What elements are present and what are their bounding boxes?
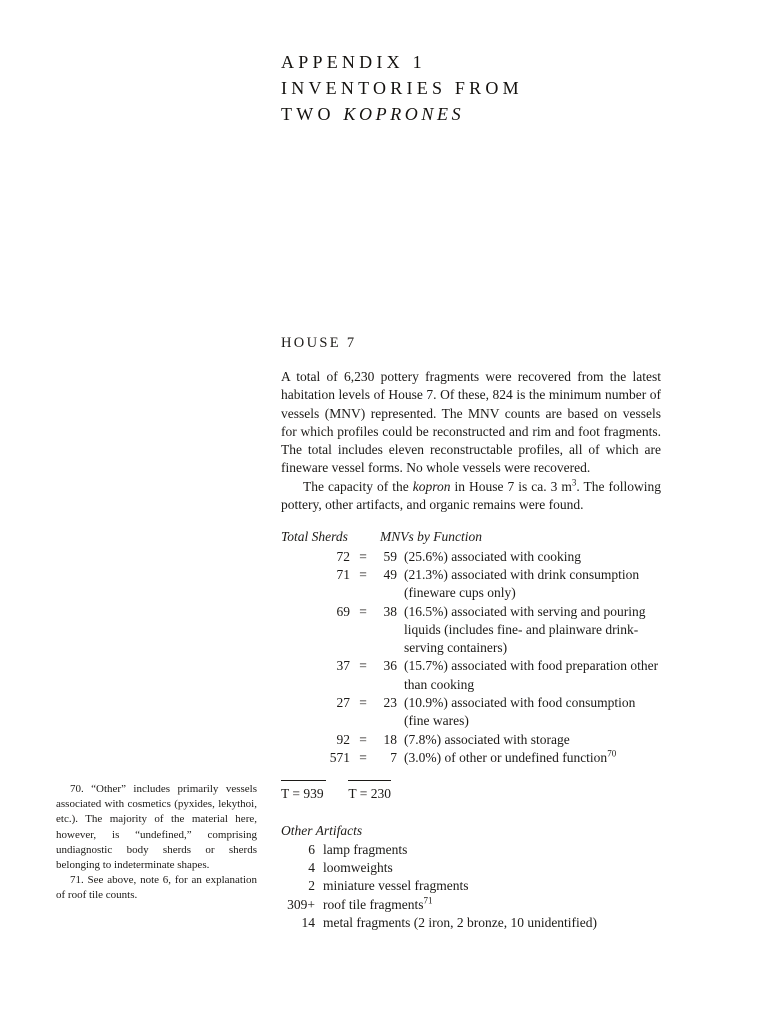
- table-row-storage: [281, 731, 661, 749]
- function-description: (7.8%) associated with storage: [404, 731, 570, 747]
- artifact-item-roof-tiles: [281, 896, 661, 914]
- section-heading-house-7: HOUSE 7: [281, 335, 357, 351]
- equals-sign: =: [359, 566, 367, 582]
- table-row-drink-consumption: [281, 566, 661, 603]
- mnv-count: 23: [383, 695, 397, 711]
- artifact-count: 6: [308, 841, 315, 857]
- main-column: [281, 49, 661, 932]
- total-sherds-value: T = 939: [281, 780, 326, 803]
- equals-sign: =: [359, 548, 367, 564]
- column-header-mnvs-by-function: MNVs by Function: [380, 529, 482, 545]
- other-artifacts-section: [281, 822, 661, 933]
- artifact-count: 309+: [287, 896, 315, 912]
- sherd-count: 92: [336, 731, 350, 747]
- kopron-italic: kopron: [412, 478, 451, 494]
- artifact-item-lamps: [281, 841, 661, 859]
- sherd-count: 27: [336, 695, 350, 711]
- footnote-ref-71: 71: [423, 895, 433, 906]
- table-row-other-undefined: [281, 749, 661, 767]
- artifact-label: lamp fragments: [323, 841, 408, 857]
- artifact-item-metal-fragments: [281, 914, 661, 932]
- function-description: [397, 749, 661, 767]
- sherd-count: 37: [336, 658, 350, 674]
- artifact-item-loomweights: [281, 859, 661, 877]
- table-row-cooking: [281, 548, 661, 566]
- equals-sign: =: [359, 749, 367, 765]
- footnote-70: 70. “Other” includes primarily vessels associated with cosmetics (pyxides, lekythoi, etc.). The majority of the material here, however, is “undefined,” comprising undiagnostic body sherds or sherds belonging to indeterminate shapes.: [56, 783, 257, 872]
- sherd-count: 72: [336, 548, 350, 564]
- mnv-count: 59: [383, 548, 397, 564]
- sherd-count: 571: [329, 749, 350, 765]
- function-description: (21.3%) associated with drink consumption (fineware cups only): [404, 566, 640, 601]
- equals-sign: =: [359, 695, 367, 711]
- paragraph-1: A total of 6,230 pottery fragments were recovered from the latest habitation levels of House 7. Of these, 824 is the minimum number of vessels (MNV) represented. The MNV counts are based on vessels for which profiles could be reconstructed and rim and foot fragments. The total includes eleven reconstructable profiles, all of which are fineware vessel forms. No whole vessels were recovered.: [281, 369, 661, 476]
- mnv-count: 36: [383, 658, 397, 674]
- label-text: roof tile fragments: [323, 896, 424, 912]
- artifact-count: 4: [308, 860, 315, 876]
- title-line-1: APPENDIX 1: [281, 52, 426, 72]
- artifact-label: miniature vessel fragments: [323, 878, 469, 894]
- footnote-71: 71. See above, note 6, for an explanation of roof tile counts.: [56, 874, 257, 902]
- table-header: [281, 528, 661, 546]
- artifact-label: [315, 896, 661, 914]
- marginal-footnotes: [56, 782, 257, 904]
- sherd-count: 71: [336, 566, 350, 582]
- equals-sign: =: [359, 603, 367, 619]
- column-header-total-sherds: Total Sherds: [281, 529, 348, 545]
- artifact-label: metal fragments (2 iron, 2 bronze, 10 unidentified): [323, 915, 598, 931]
- cubic-meter-superscript: 3: [571, 477, 577, 488]
- artifact-label: loomweights: [323, 860, 393, 876]
- appendix-title: [281, 49, 661, 127]
- title-line-3-text: TWO: [281, 104, 344, 124]
- artifact-count: 2: [308, 878, 315, 894]
- other-artifacts-heading: Other Artifacts: [281, 822, 363, 838]
- function-description: (16.5%) associated with serving and pouring liquids (includes fine- and plainware drink-serving containers): [404, 603, 646, 656]
- mnv-count: 49: [383, 566, 397, 582]
- sherd-table: [281, 528, 661, 803]
- title-line-3-italic: KOPRONES: [343, 104, 465, 124]
- mnv-count: 38: [383, 603, 397, 619]
- mnv-count: 18: [383, 731, 397, 747]
- title-line-3: [281, 101, 661, 127]
- paragraph-2-text-3: . The following pottery, other artifacts, and organic remains were found.: [281, 478, 661, 513]
- equals-sign: =: [359, 658, 367, 674]
- paragraph-2: [281, 478, 661, 515]
- function-description: (25.6%) associated with cooking: [404, 548, 581, 564]
- title-line-2: INVENTORIES FROM: [281, 78, 523, 98]
- total-mnv-value: T = 230: [348, 780, 391, 803]
- table-row-food-preparation: [281, 657, 661, 694]
- equals-sign: =: [359, 731, 367, 747]
- artifact-count: 14: [301, 915, 315, 931]
- function-description: (15.7%) associated with food preparation other than cooking: [404, 658, 659, 692]
- table-row-serving-pouring: [281, 603, 661, 658]
- footnote-ref-70: 70: [607, 748, 617, 759]
- paragraph-2-text-1: The capacity of the: [303, 478, 413, 494]
- paragraph-2-text-2: in House 7 is ca. 3 m: [450, 478, 572, 494]
- mnv-count: 7: [390, 749, 397, 765]
- sherd-count: 69: [336, 603, 350, 619]
- table-totals-row: [281, 780, 661, 803]
- description-text: (3.0%) of other or undefined function: [404, 749, 608, 765]
- artifact-item-miniature-vessels: [281, 877, 661, 895]
- table-row-food-consumption: [281, 694, 661, 731]
- function-description: (10.9%) associated with food consumption (fine wares): [404, 695, 636, 729]
